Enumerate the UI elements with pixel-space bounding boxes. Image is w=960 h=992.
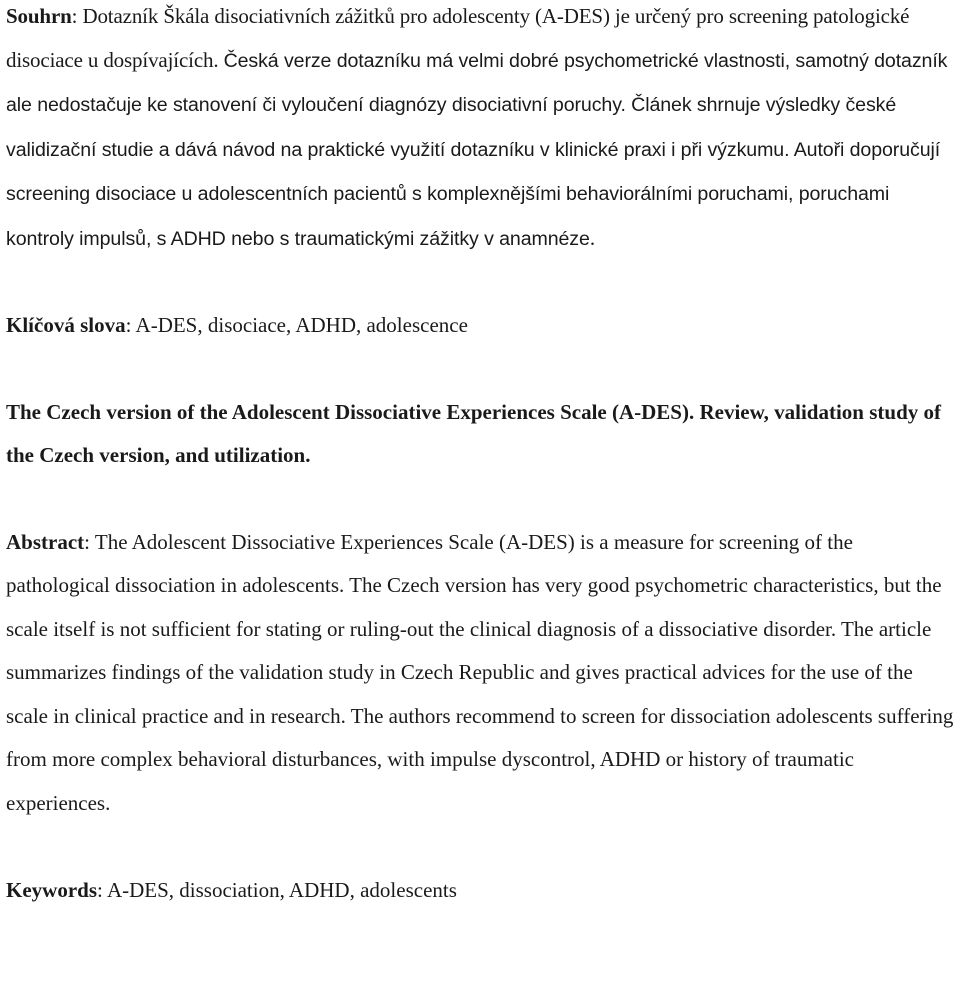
english-keywords [6, 869, 954, 913]
czech-keywords [6, 304, 954, 348]
english-abstract [6, 521, 954, 826]
summary-text-part1: Dotazník Škála disociativních zážitků pro adolescenty (A-DES) je určený pro screening patologické disociace u dospívajících. [6, 4, 910, 72]
summary-separator: : [71, 4, 83, 28]
summary-text-part3: . [589, 225, 595, 250]
english-keywords-separator: : [97, 877, 107, 902]
czech-keywords-text: A-DES, disociace, ADHD, adolescence [135, 313, 468, 337]
abstract-separator: : [84, 529, 95, 554]
abstract-text: The Adolescent Dissociative Experiences Scale (A-DES) is a measure for screening of the pathological dissociation in adolescents. The Czech version has very good psychometric characteristics, but the scale itself is not sufficient for stating or ruling-out the clinical diagnosis of a dissociative disorder. The article summarizes findings of the validation study in Czech Republic and gives practical advices for the use of the scale in clinical practice and in research. The authors recommend to screen for dissociation adolescents suffering from more complex behavioral disturbances, with impulse dyscontrol, ADHD or history of traumatic experiences. [6, 529, 954, 816]
english-title: The Czech version of the Adolescent Dissociative Experiences Scale (A-DES). Review, validation study of the Czech version, and utilization. [6, 399, 942, 467]
czech-keywords-separator: : [125, 313, 136, 337]
english-keywords-label: Keywords [6, 877, 97, 902]
document-page [6, 0, 954, 912]
english-keywords-text: A-DES, dissociation, ADHD, adolescents [106, 877, 457, 902]
abstract-label: Abstract [6, 529, 85, 554]
czech-keywords-label: Klíčová slova [6, 313, 126, 337]
summary-label: Souhrn [6, 4, 72, 28]
summary-text-part2: Česká verze dotazníku má velmi dobré psychometrické vlastnosti, samotný dotazník ale nedostačuje ke stanovení či vyloučení diagnózy disociativní poruchy. Článek shrnuje výsledky české validizační studie a dává návod na praktické využití dotazníku v klinické praxi i při výzkumu. Autoři doporučují screening disociace u adolescentních pacientů s komplexnějšími behaviorálními poruchami, poruchami kontroly impulsů, s ADHD nebo s traumatickými zážitky v anamnéze [6, 49, 948, 250]
czech-summary [6, 0, 954, 261]
